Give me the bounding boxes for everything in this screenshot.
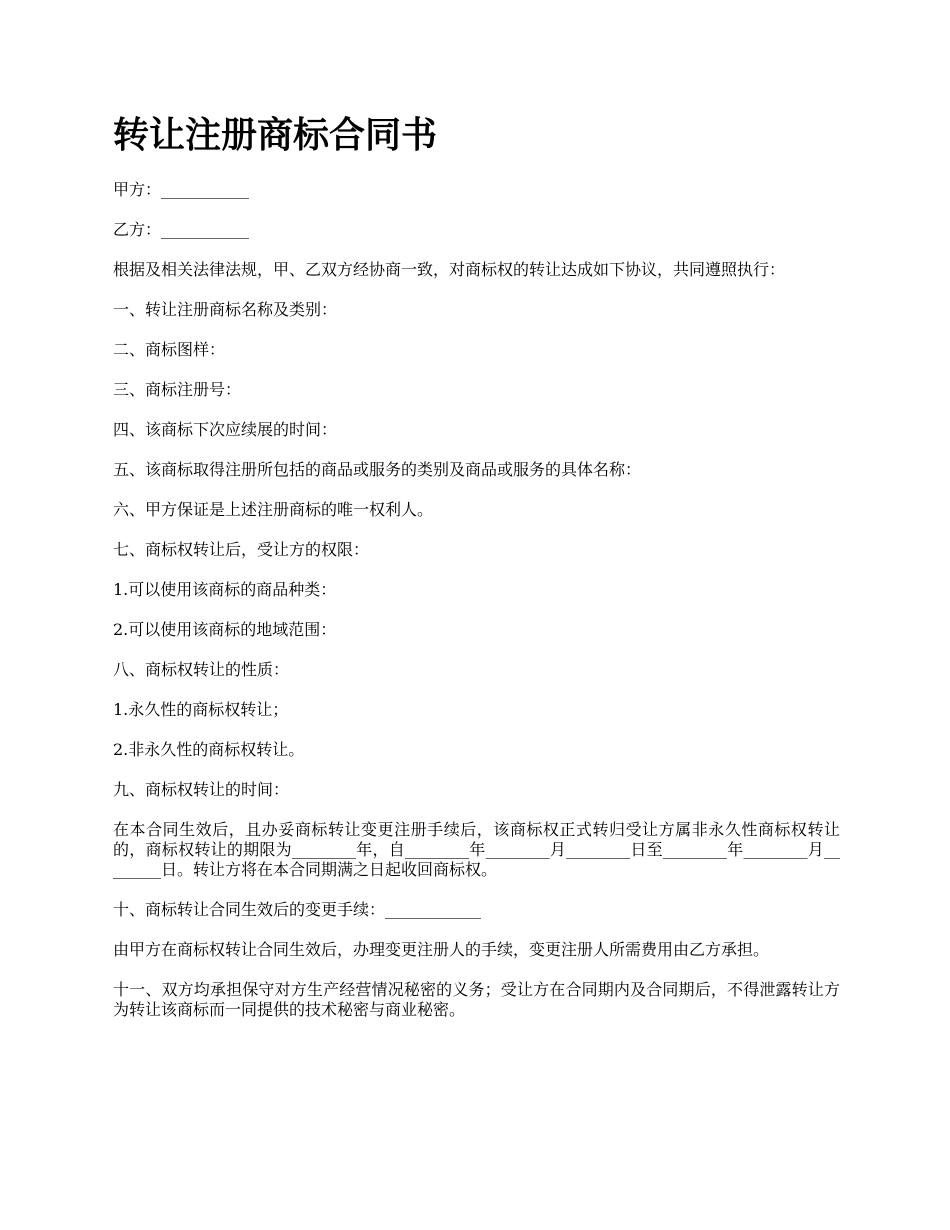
clause-7-item-2: 2.可以使用该商标的地域范围：: [113, 620, 337, 639]
clause-7: 七、商标权转让后，受让方的权限：: [113, 540, 370, 559]
clause-1: 一、转让注册商标名称及类别：: [113, 300, 338, 319]
document-page: [113, 112, 840, 1040]
preamble-paragraph: 根据及相关法律法规，甲、乙双方经协商一致，对商标权的转让达成如下协议，共同遵照执行：: [113, 260, 786, 279]
clause-11: 十一、双方均承担保守对方生产经营情况秘密的义务；受让方在合同期内及合同期后，不得泄露转让方为转让该商标而一同提供的技术秘密与商业秘密。: [113, 980, 840, 1019]
party-a-line: 甲方：___________: [113, 180, 250, 199]
clause-6: 六、甲方保证是上述注册商标的唯一权利人。: [113, 500, 434, 519]
clause-8-item-1: 1.永久性的商标权转让；: [113, 700, 289, 719]
clause-2: 二、商标图样：: [113, 340, 226, 359]
clause-7-item-1: 1.可以使用该商标的商品种类：: [113, 580, 337, 599]
clause-5: 五、该商标取得注册所包括的商品或服务的类别及商品或服务的具体名称：: [113, 460, 642, 479]
clause-9-body: 在本合同生效后，且办妥商标转让变更注册手续后，该商标权正式转归受让方属非永久性商标权转让的，商标权转让的期限为________年，自________年________月________日至________年________月________日。转让方将在本合同期满之日起收回商标权。: [113, 820, 840, 879]
clause-3: 三、商标注册号：: [113, 380, 242, 399]
document-title: 转让注册商标合同书: [113, 115, 438, 156]
clause-10-body: 由甲方在商标权转让合同生效后，办理变更注册人的手续，变更注册人所需费用由乙方承担。: [113, 940, 770, 959]
clause-4: 四、该商标下次应续展的时间：: [113, 420, 338, 439]
clause-8: 八、商标权转让的性质：: [113, 660, 290, 679]
clause-10: 十、商标转让合同生效后的变更手续：____________: [113, 900, 482, 919]
party-b-line: 乙方：___________: [113, 220, 250, 239]
clause-8-item-2: 2.非永久性的商标权转让。: [113, 740, 305, 759]
clause-9: 九、商标权转让的时间：: [113, 780, 290, 799]
